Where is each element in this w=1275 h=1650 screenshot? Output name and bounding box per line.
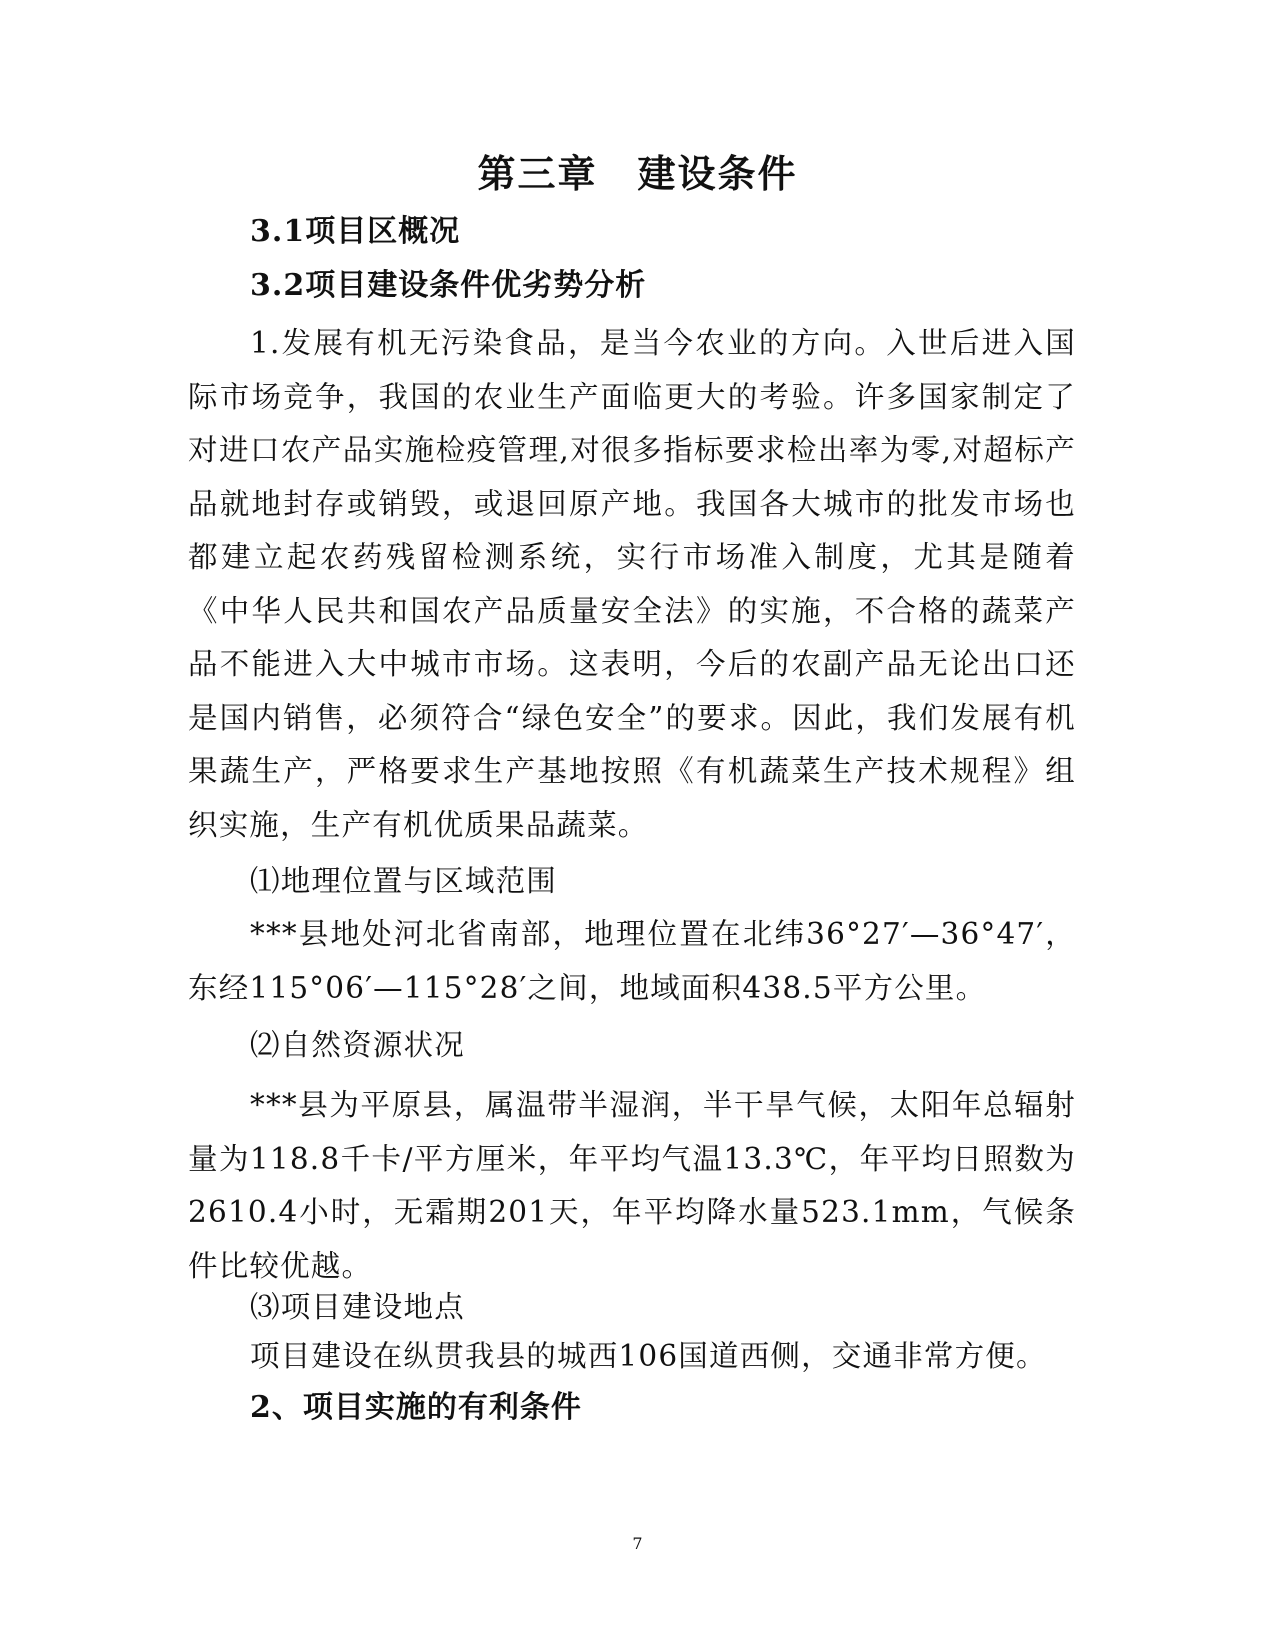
subheading-site: ⑶项目建设地点 xyxy=(250,1290,465,1324)
page-number: 7 xyxy=(632,1534,643,1553)
chapter-name: 建设条件 xyxy=(637,151,798,196)
section-heading-3-2: 3.2项目建设条件优劣势分析 xyxy=(250,268,647,303)
location-paragraph: ***县地处河北省南部，地理位置在北纬36°27′—36°47′，东经115°06′—115°28′之间，地域面积438.5平方公里。 xyxy=(188,917,1076,1005)
section-heading-3-1: 3.1项目区概况 xyxy=(250,214,461,249)
chapter-title xyxy=(0,150,1275,198)
natural-resources-paragraph: ***县为平原县，属温带半湿润，半干旱气候，太阳年总辐射量为118.8千卡/平方厘米，年平均气温13.3℃，年平均日照数为2610.4小时，无霜期201天，年平均降水量523.1mm，气候条件比较优越。 xyxy=(188,1088,1076,1283)
chapter-number: 第三章 xyxy=(477,151,598,196)
section-heading-2: 2、项目实施的有利条件 xyxy=(250,1390,582,1425)
subheading-location: ⑴地理位置与区域范围 xyxy=(250,864,558,898)
site-paragraph: 项目建设在纵贯我县的城西106国道西侧，交通非常方便。 xyxy=(250,1339,1047,1373)
intro-paragraph: 1.发展有机无污染食品，是当今农业的方向。入世后进入国际市场竞争，我国的农业生产面临更大的考验。许多国家制定了对进口农产品实施检疫管理,对很多指标要求检出率为零,对超标产品就地封存或销毁，或退回原产地。我国各大城市的批发市场也都建立起农药残留检测系统，实行市场准入制度，尤其是随着《中华人民共和国农产品质量安全法》的实施，不合格的蔬菜产品不能进入大中城市市场。这表明，今后的农副产品无论出口还是国内销售，必须符合“绿色安全”的要求。因此，我们发展有机果蔬生产，严格要求生产基地按照《有机蔬菜生产技术规程》组织实施，生产有机优质果品蔬菜。 xyxy=(188,326,1076,842)
subheading-natural-resources: ⑵自然资源状况 xyxy=(250,1028,465,1062)
